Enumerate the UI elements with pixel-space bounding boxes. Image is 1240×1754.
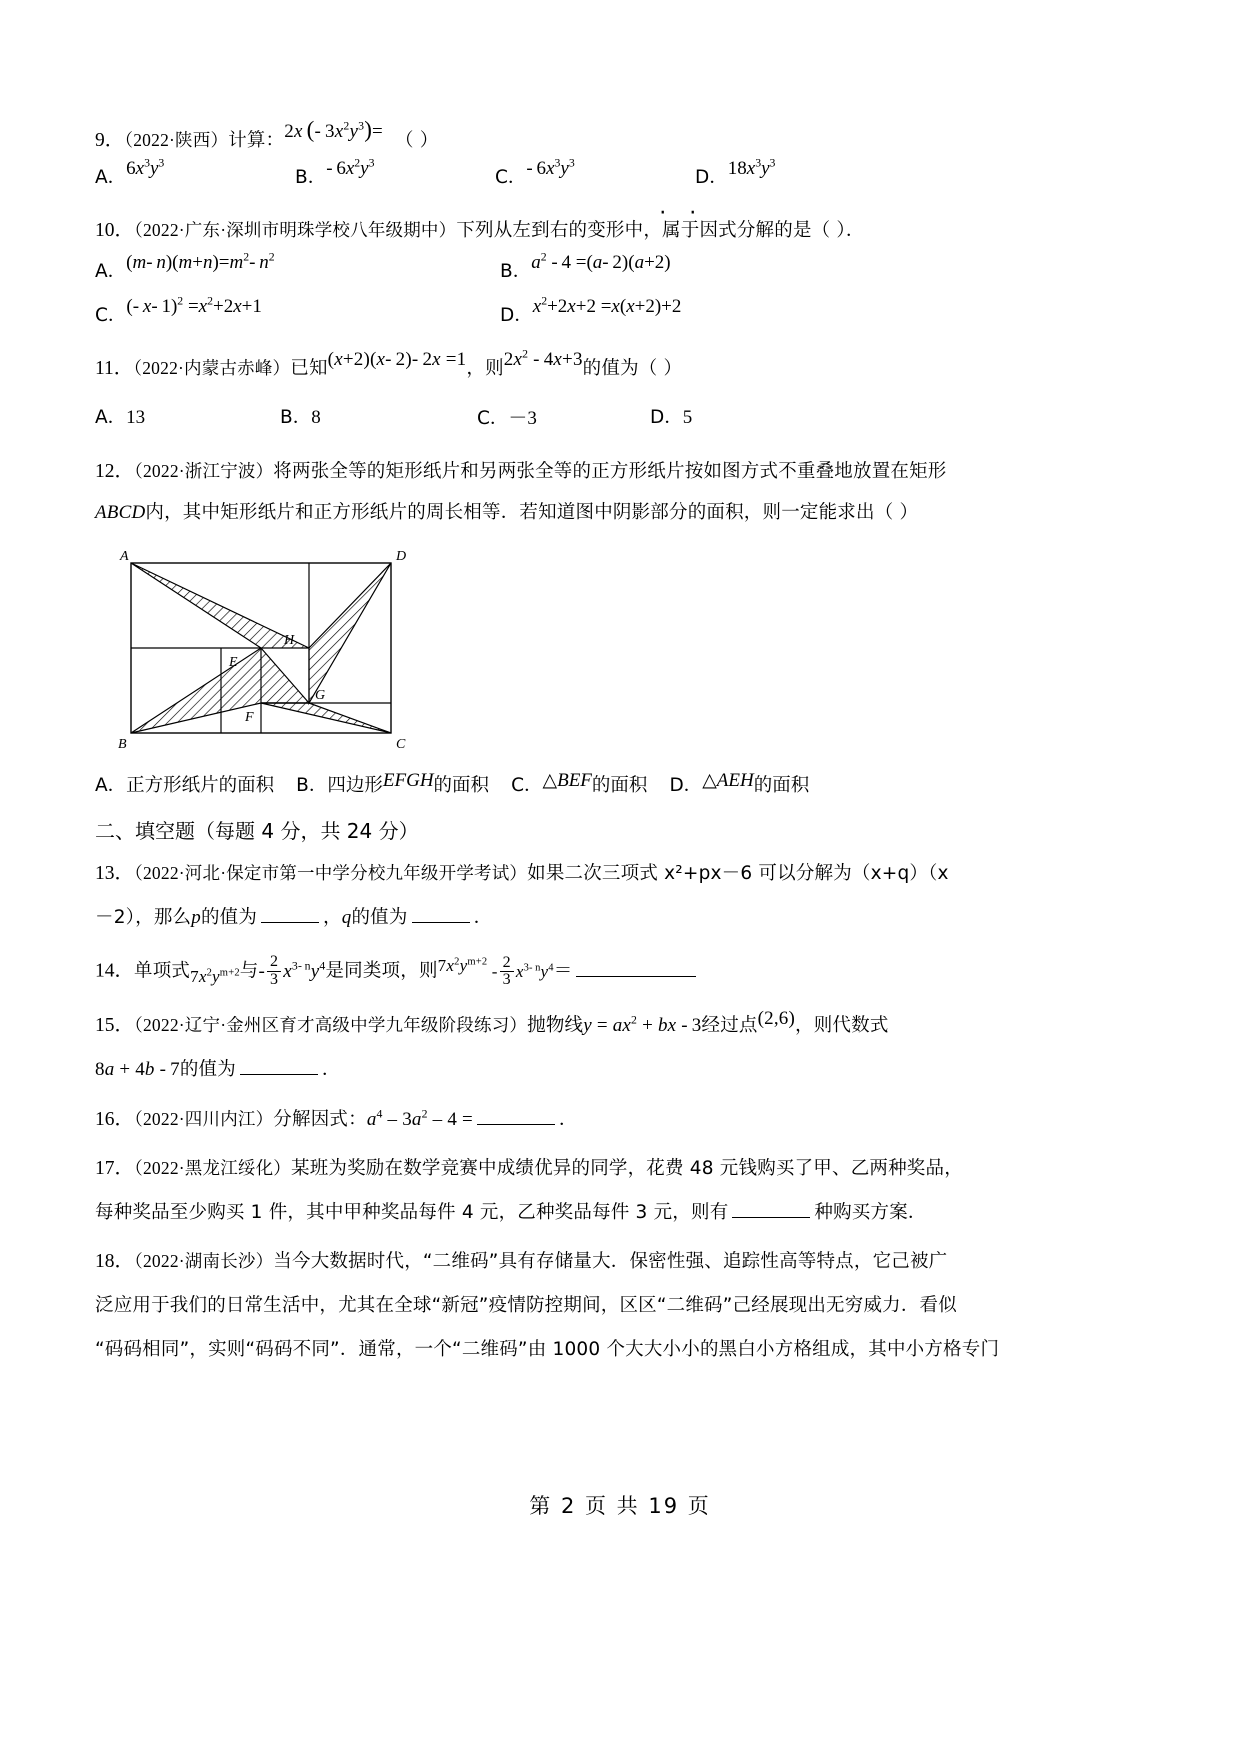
option-d-label: D． — [500, 304, 533, 326]
option-c-value: - $6x^3y^3$ — [526, 156, 575, 180]
option-b-value: - $6x^2y^3$ — [326, 156, 375, 180]
point-label-F: F — [245, 709, 254, 725]
question-14-text-3: 是同类项，则 — [325, 960, 438, 982]
option-b-value: $a^2 - 4 =(a-$ 2)(a+2) — [531, 250, 671, 273]
section-2-heading: 二、填空题（每题 4 分，共 24 分） — [95, 818, 419, 843]
question-12-number: 12． — [95, 460, 135, 482]
question-11-stem-post: 的值为（ ） — [582, 357, 683, 379]
question-10-number: 10． — [95, 220, 135, 242]
question-17-text-1: 某班为奖励在数学竞赛中成绩优异的同学，花费 48 元钱购买了甲、乙两种奖品， — [291, 1158, 963, 1180]
question-12-option-c[interactable] — [511, 771, 647, 797]
question-13-number: 13． — [95, 862, 135, 884]
question-10-options-row1 — [95, 250, 1150, 283]
option-c-shape: △BEF — [542, 769, 592, 791]
question-10-stem-post: 因式分解的是（ ）． — [699, 220, 865, 242]
question-14-term-1: $7x^2y^{m+2}$ — [190, 966, 240, 986]
question-13-source: （2022·河北·保定市第一中学分校九年级开学考试） — [134, 862, 528, 883]
question-18 — [95, 1246, 1150, 1365]
fraction-two-thirds-2: $\frac{2}{3}$ — [500, 955, 514, 989]
question-11 — [95, 347, 1150, 430]
question-17-answer-blank[interactable] — [732, 1199, 810, 1218]
option-c-value: (- x- $1)^2 =x^2+2x+1$ — [126, 294, 262, 317]
question-12 — [95, 456, 1150, 797]
question-13-var-p: p — [191, 906, 201, 928]
vertex-label-D: D — [396, 548, 407, 564]
question-15-number: 15． — [95, 1014, 135, 1036]
question-17-line2 — [95, 1197, 1150, 1229]
question-14-answer-blank[interactable] — [576, 958, 696, 977]
question-13-line1 — [95, 858, 1150, 890]
question-11-number: 11． — [95, 357, 134, 379]
question-17-source: （2022·黑龙江绥化） — [134, 1158, 291, 1179]
question-12-stem-text-2: 内，其中矩形纸片和正方形纸片的周长相等．若知道图中阴影部分的面积，则一定能求出（ ） — [145, 502, 919, 524]
question-9-expression: 2x (- $3x^2y^3)=$ — [284, 117, 383, 142]
vertex-label-A: A — [120, 548, 129, 564]
question-15-line2 — [95, 1054, 1150, 1086]
option-b-shape: EFGH — [382, 769, 434, 791]
question-17-number: 17． — [95, 1158, 135, 1180]
question-15-text-2: 经过点 — [701, 1014, 758, 1036]
option-d-value: 5 — [682, 406, 693, 428]
question-14-term-3: $7x^2y^{m+2}$ - $\frac{2}{3}$ $x^{3- n}y^4$ — [437, 953, 554, 989]
option-b-label: B． — [295, 167, 327, 189]
shaded-quad-EFGH — [131, 648, 309, 733]
fraction-two-thirds: $\frac{2}{3}$ — [267, 954, 281, 988]
question-15-text-3: ，则代数式 — [795, 1014, 889, 1036]
question-9-stem — [95, 117, 1150, 157]
question-13-period: ． — [473, 906, 493, 928]
question-16-answer-blank[interactable] — [477, 1106, 555, 1125]
question-10-option-a[interactable] — [95, 250, 500, 283]
option-d-label: D． — [695, 167, 728, 189]
option-b-label: B． — [296, 774, 328, 796]
question-12-option-d[interactable] — [669, 771, 809, 797]
option-b-value: 8 — [311, 406, 321, 428]
question-11-option-b[interactable] — [280, 403, 477, 430]
question-16-text-1: 分解因式： — [273, 1108, 367, 1130]
shaded-triangle-DHG — [309, 563, 391, 703]
question-10-emphasis: 属于 · · — [662, 220, 699, 241]
question-11-option-d[interactable] — [650, 403, 692, 430]
question-18-text-1: 当今大数据时代，“二维码”具有存储量大．保密性强、追踪性高等特点，它己被广 — [273, 1251, 948, 1273]
question-14 — [95, 955, 1150, 990]
question-10-option-d[interactable] — [500, 294, 682, 327]
question-15-answer-blank[interactable] — [240, 1056, 318, 1075]
option-b-pre: 四边形 — [327, 774, 383, 796]
question-18-line3 — [95, 1334, 1150, 1366]
option-a-value: $6x^3y^3$ — [126, 156, 165, 180]
question-14-number: 14． — [95, 960, 135, 982]
question-10-option-c[interactable] — [95, 294, 500, 327]
question-9-stem-text: 计算： — [228, 130, 285, 151]
question-9-option-b[interactable] — [295, 156, 495, 189]
question-10-stem-pre: 下列从左到右的变形中， — [456, 220, 663, 242]
question-10-stem — [95, 215, 1150, 247]
question-17 — [95, 1153, 1150, 1228]
question-12-figure — [101, 541, 1150, 761]
question-11-option-a[interactable] — [95, 403, 280, 430]
question-14-term-2: - $\frac{2}{3}$ $x^{3- n}y^4$ — [258, 953, 326, 988]
question-13-comma: ， — [323, 906, 342, 928]
question-13-text-2: －2），那么 — [95, 906, 192, 928]
option-b-post: 的面积 — [433, 774, 490, 796]
question-10 — [95, 215, 1150, 327]
option-a-label: A． — [95, 774, 127, 796]
question-12-stem-text-1: 将两张全等的矩形纸片和另两张全等的正方形纸片按如图方式不重叠地放置在矩形 — [273, 460, 947, 482]
question-9-options — [95, 156, 1150, 189]
question-17-line1 — [95, 1153, 1150, 1185]
option-b-label: B． — [280, 406, 312, 428]
question-9-option-d[interactable] — [695, 156, 776, 189]
question-15-text-1: 抛物线 — [527, 1014, 584, 1036]
question-11-stem-mid: ，则 — [466, 357, 504, 379]
question-9-source: （2022·陕西） — [124, 130, 229, 150]
question-15-line1 — [95, 1007, 1150, 1042]
question-13-line2 — [95, 902, 1150, 934]
question-10-options-row2 — [95, 294, 1150, 327]
question-13-text-4: 的值为 — [351, 906, 408, 928]
option-c-label: C． — [495, 167, 527, 189]
question-11-expression-1: (x+2)(x- 2)- 2x =1 — [327, 348, 467, 370]
page-content — [95, 117, 1150, 1381]
question-16 — [95, 1104, 1150, 1136]
question-15-parabola-equation: $y = ax^2$ + bx - 3 — [583, 1013, 702, 1036]
question-16-line — [95, 1104, 1150, 1136]
question-12-option-b[interactable] — [296, 771, 489, 797]
shaded-triangle-AEH — [131, 563, 309, 648]
question-15-text-4: 的值为 — [179, 1058, 236, 1080]
question-13-blank-p[interactable] — [261, 904, 319, 923]
question-18-text-2: 泛应用于我们的日常生活中，尤其在全球“新冠”疫情防控期间，区区“二维码”己经展现出无穷威力．看似 — [95, 1295, 957, 1317]
option-c-label: C． — [477, 407, 509, 429]
question-16-source: （2022·四川内江） — [134, 1108, 274, 1129]
question-14-line — [95, 955, 1150, 990]
page-footer: 第 2 页 共 19 页 — [529, 1494, 711, 1518]
question-15-period: ． — [321, 1058, 341, 1080]
question-12-option-a[interactable] — [95, 771, 274, 797]
question-18-line2 — [95, 1290, 1150, 1322]
option-a-label: A． — [95, 260, 127, 282]
question-14-text-4: ＝ — [553, 960, 573, 982]
question-18-source: （2022·湖南长沙） — [134, 1251, 274, 1272]
question-12-options — [95, 771, 1150, 797]
question-15-point: (2,6) — [757, 1007, 796, 1029]
question-13-text-1: 如果二次三项式 x²+px－6 可以分解为（x+q）（x — [527, 862, 949, 884]
question-13-blank-q[interactable] — [412, 904, 470, 923]
shaded-triangle-CFG — [261, 703, 391, 733]
point-label-H: H — [284, 632, 295, 648]
question-9 — [95, 117, 1150, 189]
question-12-source: （2022·浙江宁波） — [134, 460, 274, 481]
option-d-value: $18x^3y^3$ — [727, 156, 776, 180]
question-10-option-b[interactable] — [500, 250, 671, 283]
option-a-label: A． — [95, 406, 127, 428]
question-15 — [95, 1007, 1150, 1086]
option-a-label: A． — [95, 167, 127, 189]
point-label-E: E — [229, 654, 238, 670]
option-c-label: C． — [95, 304, 127, 326]
vertex-label-B: B — [118, 736, 127, 752]
question-13-var-q: q — [341, 906, 352, 928]
question-18-text-3: “码码相同”，实则“码码不同”．通常，一个“二维码”由 1000 个大大小小的黑白小方格组成，其中小方格专门 — [95, 1338, 1000, 1360]
question-13 — [95, 858, 1150, 933]
rectangle-ABCD-shaded-figure — [101, 541, 431, 756]
question-11-stem — [95, 347, 1150, 385]
question-14-text-2: 与 — [239, 960, 259, 982]
question-16-number: 16． — [95, 1108, 135, 1130]
question-17-text-3: 种购买方案． — [814, 1201, 927, 1223]
question-18-number: 18． — [95, 1251, 135, 1273]
question-11-options — [95, 403, 1150, 430]
question-12-stem-line2 — [95, 497, 1150, 529]
question-12-rect-label: ABCD — [95, 502, 146, 524]
option-d-value: $x^2+2x+2 =x(x+2)+2$ — [532, 294, 682, 317]
question-11-expression-2: $2x^2 - 4x+3$ — [503, 347, 583, 370]
question-14-text-1: 单项式 — [134, 960, 191, 982]
question-16-period: ． — [558, 1108, 578, 1130]
option-d-shape: △AEH — [702, 769, 754, 791]
question-9-option-c[interactable] — [495, 156, 695, 189]
question-17-text-2: 每种奖品至少购买 1 件，其中甲种奖品每件 4 元，乙种奖品每件 3 元，则有 — [95, 1201, 729, 1223]
option-b-label: B． — [500, 260, 532, 282]
option-a-value: 正方形纸片的面积 — [126, 774, 275, 796]
question-9-number: 9． — [95, 130, 125, 151]
question-15-expression: 8a + 4b - 7 — [95, 1058, 180, 1080]
vertex-label-C: C — [396, 736, 406, 752]
question-18-line1 — [95, 1246, 1150, 1278]
question-10-source: （2022·广东·深圳市明珠学校八年级期中） — [134, 220, 457, 241]
option-c-label: C． — [511, 774, 543, 796]
question-15-source: （2022·辽宁·金州区育才高级中学九年级阶段练习） — [134, 1014, 528, 1035]
question-11-option-c[interactable] — [477, 403, 650, 430]
question-11-stem-pre: 已知 — [290, 357, 328, 379]
question-9-answer-paren: （ ） — [394, 130, 439, 151]
question-12-stem-line1 — [95, 456, 1150, 488]
option-c-value: －3 — [508, 407, 537, 429]
question-13-text-3: 的值为 — [200, 906, 258, 928]
question-16-expression: $a^4 - 3a^2 - 4$ = — [366, 1107, 473, 1130]
option-a-value: (m- $n)(m+n)=m^2-$ $n^2$ — [126, 250, 275, 273]
option-d-post: 的面积 — [753, 774, 810, 796]
option-d-label: D． — [650, 406, 683, 428]
question-9-option-a[interactable] — [95, 156, 295, 189]
option-a-value: 13 — [126, 406, 146, 428]
point-label-G: G — [315, 687, 326, 703]
question-11-source: （2022·内蒙古赤峰） — [133, 357, 291, 378]
option-d-label: D． — [669, 774, 703, 796]
option-c-post: 的面积 — [591, 774, 648, 796]
